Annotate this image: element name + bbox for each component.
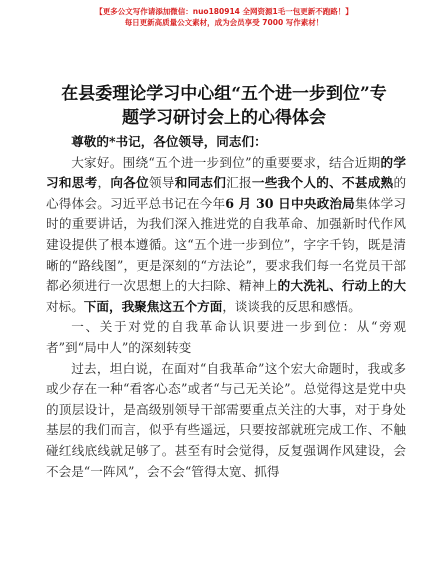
intro-run: ，谈谈我的反思和感悟。	[222, 298, 361, 314]
intro-run: 汇报	[226, 175, 252, 191]
intro-run: ，	[97, 175, 111, 191]
intro-run: 向各位	[110, 175, 149, 191]
title-line-1: 在县委理论学习中心组“五个进一步到位”专	[61, 84, 387, 104]
title-line-2: 题学习研讨会上的心得体会	[122, 108, 326, 128]
promo-line-2: 每日更新高质量公文素材，成为会员享受 7000 写作素材！	[124, 18, 324, 27]
intro-run: 下面，我聚焦这五个方面	[83, 298, 223, 314]
intro-paragraph	[46, 153, 406, 318]
intro-run: 6 月 30 日中央政治局	[225, 195, 355, 211]
promo-banner	[0, 6, 448, 28]
promo-line-1: 【更多公文写作请添加微信：nuo180914 全网资源1毛一包更新不跑路！】	[95, 7, 353, 16]
intro-run: 一些我个人的、不甚成熟	[251, 175, 394, 191]
intro-run: 对标。	[46, 298, 84, 314]
document-body	[46, 132, 406, 482]
intro-run: 大家好。围绕“五个进一步到位”的重要要求，结合近期	[71, 154, 381, 170]
intro-run: 的大洗礼、行动上的大	[277, 278, 407, 294]
intro-run: 的学习和思考	[46, 154, 406, 191]
salutation-text: 尊敬的*书记，各位领导，同志们：	[71, 134, 267, 149]
intro-run: 和同志们	[174, 175, 227, 191]
document-title	[48, 82, 400, 130]
intro-run: 的心得体会。习近平总书记在今年	[46, 175, 407, 211]
salutation	[46, 132, 406, 153]
section-1-heading: 一、关于对党的自我革命认识要进一步到位：从“旁观者”到“局中人”的深刻转变	[46, 319, 406, 355]
intro-run: 领导	[148, 175, 175, 191]
section-1-paragraph: 过去，坦白说，在面对“自我革命”这个宏大命题时，我或多或少存在一种“看客心态”或者“与己无关论”。总觉得这是党中央的顶层设计，是高级别领导干部需要重点关注的大事，对于身处基层的我们而言，似乎有些遥远，只要按部就班完成工作、不触碰红线底线就足够了。甚至有时会觉得，反复强调作风建设，会不会是“一阵风”，会不会“管得太宽、抓得	[46, 360, 406, 479]
intro-run: 集体学习时的重要讲话，为我们深入推进党的自我革命、加强新时代作风建设提供了根本遵循。这“五个进一步到位”，字字千钧，既是清晰的“路线图”，更是深刻的“方法论”，要求我们每一名党员干部都必须进行一次思想上的大扫除、精神上	[46, 195, 407, 294]
